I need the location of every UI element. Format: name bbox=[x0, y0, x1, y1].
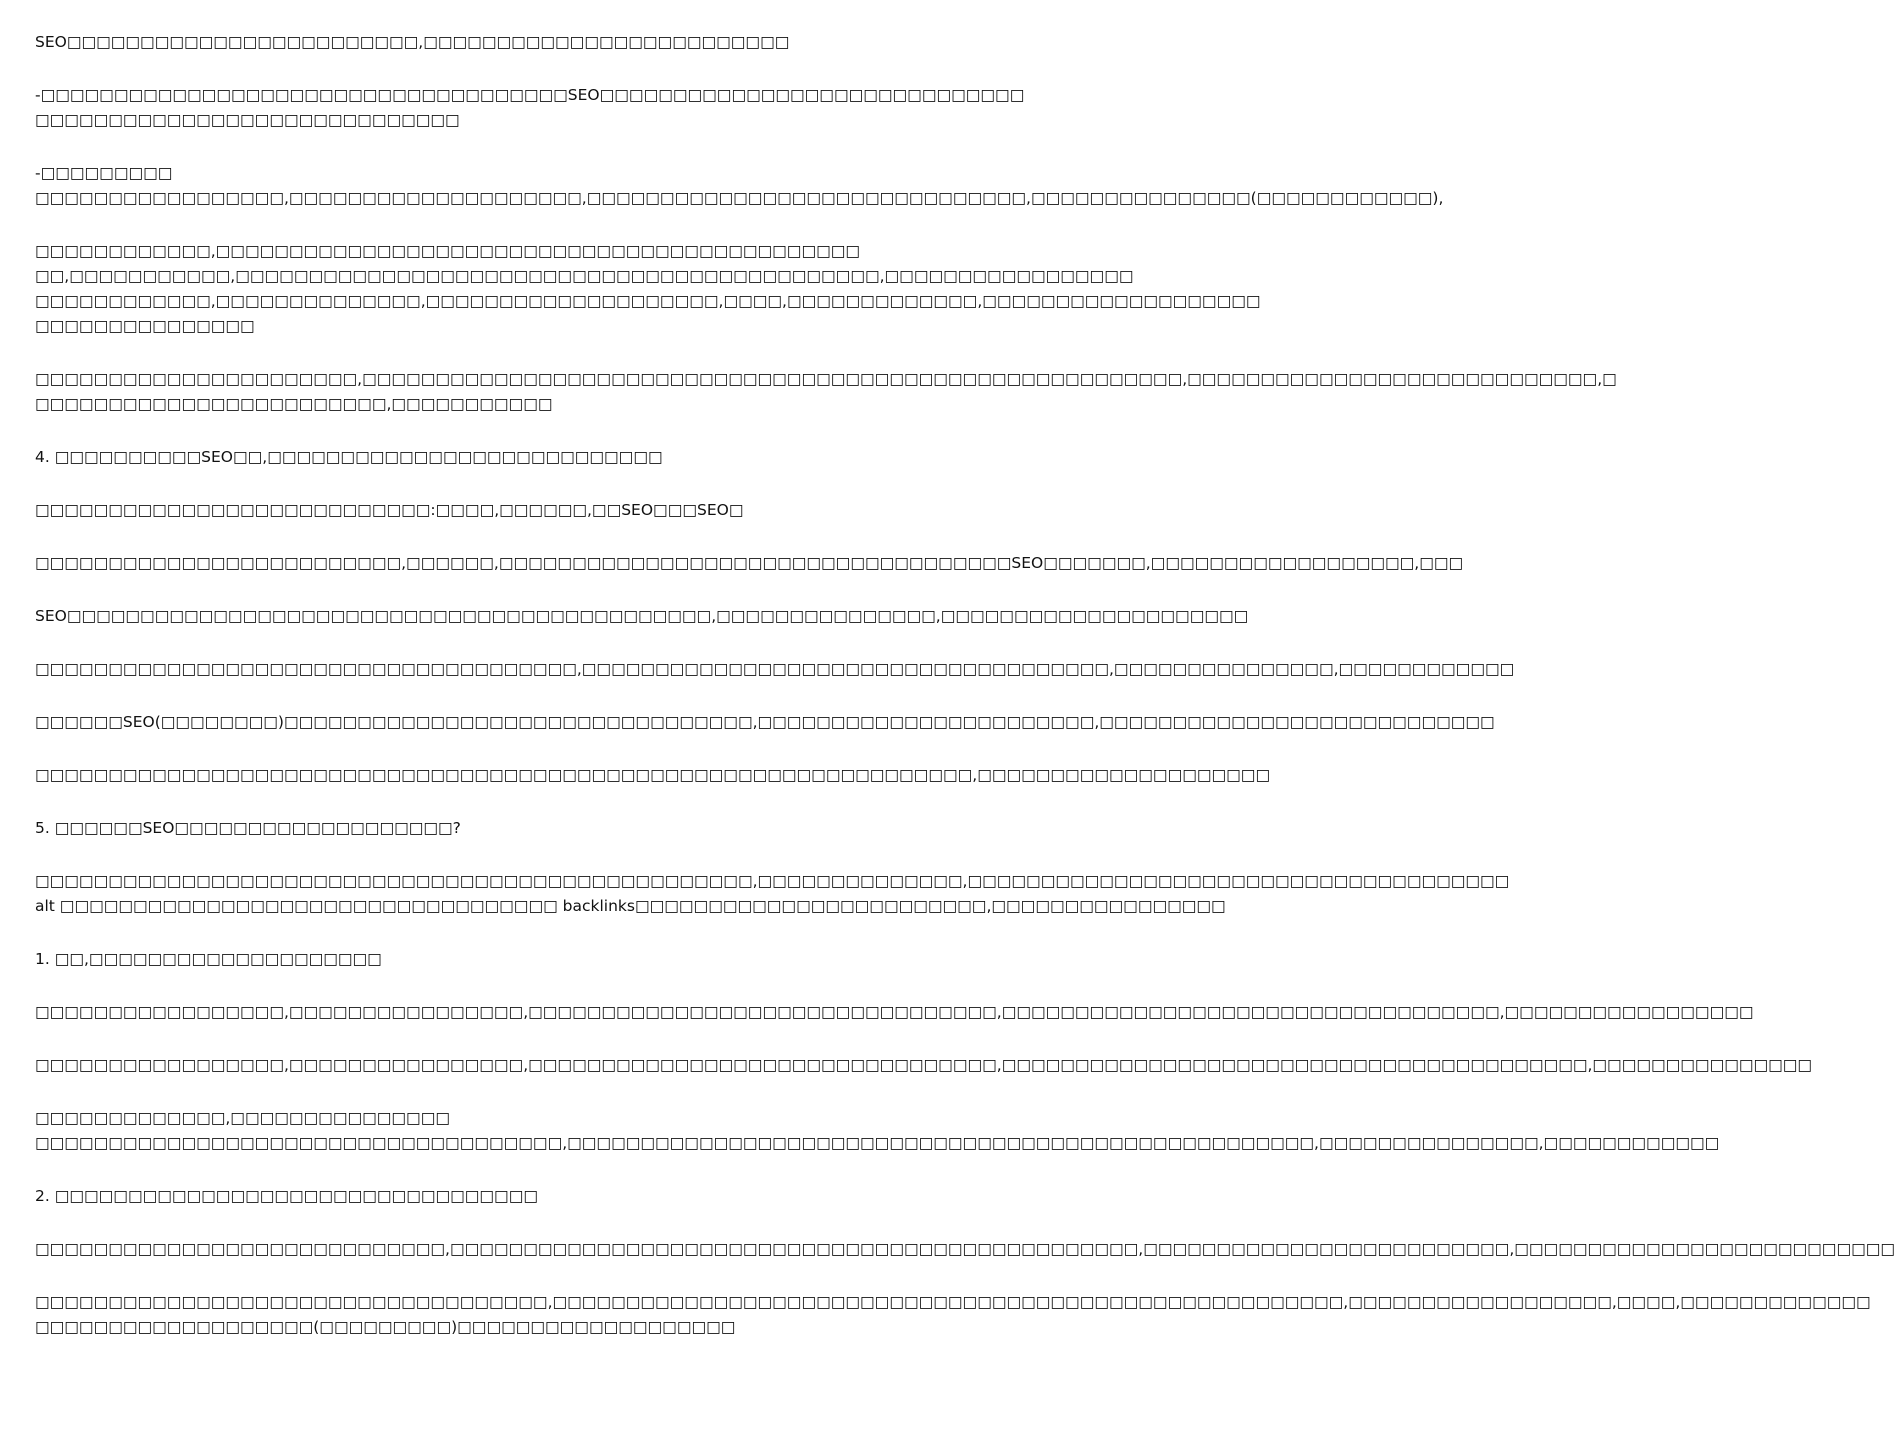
paragraph bbox=[35, 551, 1464, 576]
text-line: □□□□□□□□□□□□□□□□□□□□□□□□□□□□□□□□□□□□□□□□□□□□□□□□□□□□□□□□□□□□□□□□,□□□□□□□□□□□□□□□□□□□□ bbox=[35, 766, 1271, 784]
text-line: 5. □□□□□□SEO□□□□□□□□□□□□□□□□□□□? bbox=[35, 819, 461, 837]
paragraph bbox=[35, 604, 1249, 629]
text-line: □□□□□□□□□□□□□□□□□□□□□□□□□□□□□□□□□□□□□,□□□□□□□□□□□□□□□□□□□□□□□□□□□□□□□□□□□□,□□□□□□□□□□□□□□□,□□□□□□□□□□□□ bbox=[35, 660, 1515, 678]
text-line: □□□□□□□□□□□□□□□□□□□□□□□□□□□□□□□□□□□,□□□□□□□□□□□□□□□□□□□□□□□□□□□□□□□□□□□□□□□□□□□□□□□□□□□□□□,□□□□□□□□□□□□□□□□□□,□□□□,□□□□□□□□□□□□□ bbox=[35, 1293, 1871, 1311]
text-line: -□□□□□□□□□ bbox=[35, 164, 173, 182]
text-line: □□□□□□□□□□□□,□□□□□□□□□□□□□□□□□□□□□□□□□□□□□□□□□□□□□□□□□□□□ bbox=[35, 242, 861, 260]
paragraph bbox=[35, 367, 1617, 417]
paragraph bbox=[35, 710, 1495, 735]
text-line: □□□□□□□□□□□□,□□□□□□□□□□□□□□,□□□□□□□□□□□□□□□□□□□□,□□□□,□□□□□□□□□□□□□,□□□□□□□□□□□□□□□□□□□ bbox=[35, 292, 1261, 310]
text-line: □□□□□□□□□□□□□□□□□□□□□□□□□□□□□ bbox=[35, 111, 460, 129]
text-line: □□□□□□□□□□□□□□□□□,□□□□□□□□□□□□□□□□,□□□□□□□□□□□□□□□□□□□□□□□□□□□□□□□□,□□□□□□□□□□□□□□□□□□□□□□□□□□□□□□□□□□□□□□□□,□□□□□□□□□□□□□□□ bbox=[35, 1056, 1813, 1074]
text-line: □□□□□□□□□□□□□□□□□□□□□□□□□□□:□□□□,□□□□□□,□□SEO□□□SEO□ bbox=[35, 501, 744, 519]
text-line: □□□□□□□□□□□□□,□□□□□□□□□□□□□□□ bbox=[35, 1109, 450, 1127]
text-line: alt □□□□□□□□□□□□□□□□□□□□□□□□□□□□□□□□□□ backlinks□□□□□□□□□□□□□□□□□□□□□□□□,□□□□□□□□□□□□□□□□ bbox=[35, 897, 1226, 915]
paragraph bbox=[35, 239, 1261, 339]
paragraph bbox=[35, 30, 990, 55]
text-line: □□□□□□□□□□□□□□□□□□□□□□□□□□□□□□□□□□□□□□□□□□□□□□□□□,□□□□□□□□□□□□□□,□□□□□□□□□□□□□□□□□□□□□□□□□□□□□□□□□□□□□ bbox=[35, 872, 1510, 890]
paragraph bbox=[35, 869, 1510, 919]
paragraph bbox=[35, 83, 1025, 133]
text-line: □□□□□□□□□□□□□□□□□□□(□□□□□□□□□)□□□□□□□□□□□□□□□□□□□ bbox=[35, 1318, 736, 1336]
section-heading bbox=[35, 816, 990, 841]
text-line: □□□□□□□□□□□□□□□□□□□□□□□□,□□□□□□□□□□□ bbox=[35, 395, 553, 413]
paragraph bbox=[35, 1237, 1895, 1262]
text-line: □□,□□□□□□□□□□□,□□□□□□□□□□□□□□□□□□□□□□□□□□□□□□□□□□□□□□□□□□□□,□□□□□□□□□□□□□□□□□ bbox=[35, 267, 1134, 285]
text-line: SEO□□□□□□□□□□□□□□□□□□□□□□□□□□□□□□□□□□□□□□□□□□□□,□□□□□□□□□□□□□□□,□□□□□□□□□□□□□□□□□□□□□ bbox=[35, 607, 1249, 625]
paragraph bbox=[35, 161, 1444, 211]
paragraph bbox=[35, 1290, 1871, 1340]
paragraph bbox=[35, 1053, 1813, 1078]
paragraph bbox=[35, 1000, 1754, 1025]
section-heading bbox=[35, 1184, 990, 1209]
text-line: 1. □□,□□□□□□□□□□□□□□□□□□□□ bbox=[35, 950, 382, 968]
paragraph bbox=[35, 498, 990, 523]
text-line: □□□□□□SEO(□□□□□□□□)□□□□□□□□□□□□□□□□□□□□□□□□□□□□□□□□,□□□□□□□□□□□□□□□□□□□□□□□,□□□□□□□□□□□□□□□□□□□□□□□□□□□ bbox=[35, 713, 1495, 731]
text-line: 4. □□□□□□□□□□SEO□□,□□□□□□□□□□□□□□□□□□□□□□□□□□□ bbox=[35, 448, 663, 466]
text-line: □□□□□□□□□□□□□□□□□,□□□□□□□□□□□□□□□□,□□□□□□□□□□□□□□□□□□□□□□□□□□□□□□□□,□□□□□□□□□□□□□□□□□□□□□□□□□□□□□□□□□□,□□□□□□□□□□□□□□□□□ bbox=[35, 1003, 1754, 1021]
section-heading bbox=[35, 947, 990, 972]
paragraph bbox=[35, 657, 1515, 682]
text-line: □□□□□□□□□□□□□□□ bbox=[35, 317, 255, 335]
text-line: -□□□□□□□□□□□□□□□□□□□□□□□□□□□□□□□□□□□□SEO□□□□□□□□□□□□□□□□□□□□□□□□□□□□□ bbox=[35, 86, 1025, 104]
text-line: □□□□□□□□□□□□□□□□□□□□□□□□□□□□□□□□□□□□,□□□□□□□□□□□□□□□□□□□□□□□□□□□□□□□□□□□□□□□□□□□□□□□□□□□,□□□□□□□□□□□□□□□,□□□□□□□□□□□□ bbox=[35, 1134, 1720, 1152]
paragraph bbox=[35, 1106, 1720, 1156]
text-line: □□□□□□□□□□□□□□□□□,□□□□□□□□□□□□□□□□□□□□,□□□□□□□□□□□□□□□□□□□□□□□□□□□□□□,□□□□□□□□□□□□□□□(□□□□□□□□□□□□), bbox=[35, 189, 1444, 207]
text-line: 2. □□□□□□□□□□□□□□□□□□□□□□□□□□□□□□□□□ bbox=[35, 1187, 538, 1205]
paragraph bbox=[35, 763, 1271, 788]
text-line: SEO□□□□□□□□□□□□□□□□□□□□□□□□,□□□□□□□□□□□□□□□□□□□□□□□□□ bbox=[35, 33, 790, 51]
text-line: □□□□□□□□□□□□□□□□□□□□□□□□□,□□□□□□,□□□□□□□□□□□□□□□□□□□□□□□□□□□□□□□□□□□SEO□□□□□□□,□□□□□□□□□□□□□□□□□□,□□□ bbox=[35, 554, 1464, 572]
section-heading bbox=[35, 445, 990, 470]
text-line: □□□□□□□□□□□□□□□□□□□□□□□□□□□□,□□□□□□□□□□□□□□□□□□□□□□□□□□□□□□□□□□□□□□□□□□□□□□□,□□□□□□□□□□□□□□□□□□□□□□□□□,□□□□□□□□□□□□□□□□□□□□□□□□□□ bbox=[35, 1240, 1895, 1258]
text-line: □□□□□□□□□□□□□□□□□□□□□□,□□□□□□□□□□□□□□□□□□□□□□□□□□□□□□□□□□□□□□□□□□□□□□□□□□□□□□□□,□□□□□□□□□□□□□□□□□□□□□□□□□□□□,□ bbox=[35, 370, 1617, 388]
